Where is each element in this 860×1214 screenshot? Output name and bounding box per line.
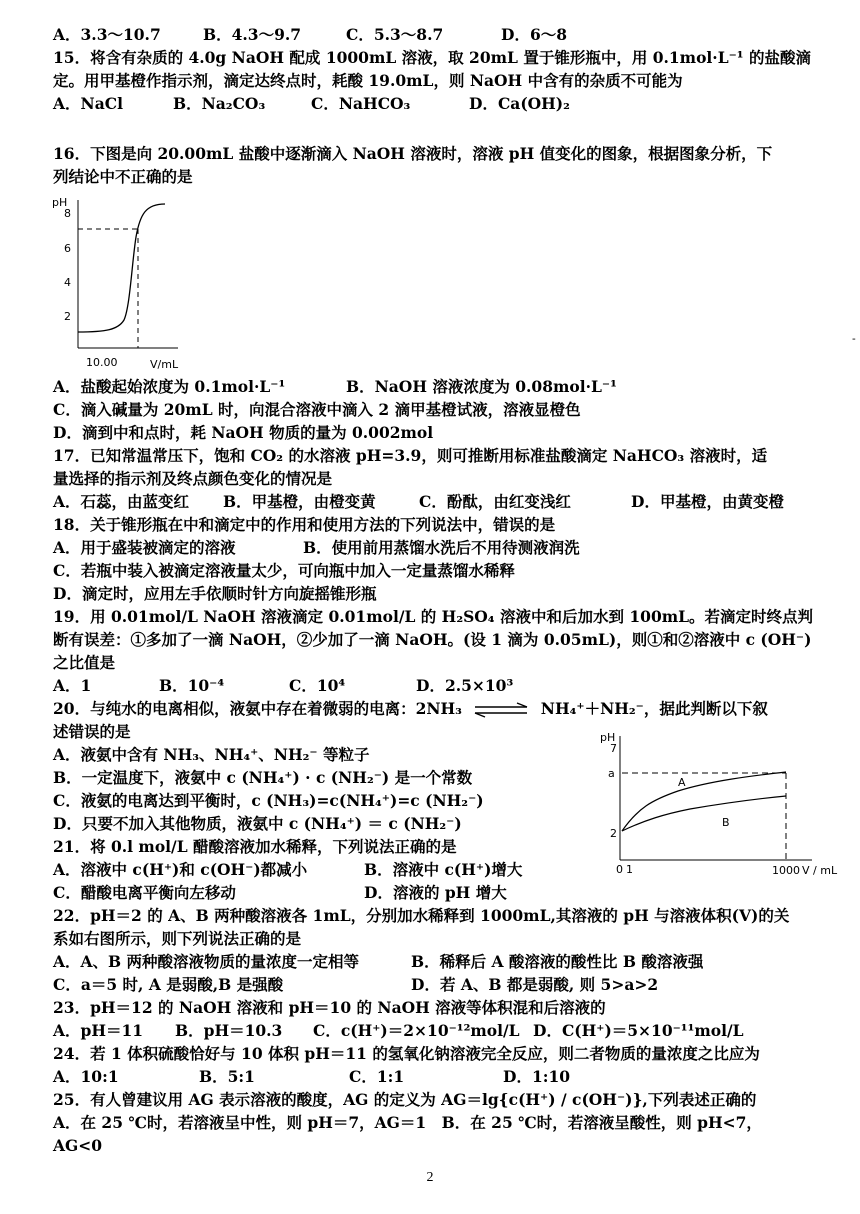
q16-fig-ytick-8: 8 [64,207,71,220]
q16-option-d: D．滴到中和点时，耗 NaOH 物质的量为 0.002mol [53,423,434,442]
q18-stem: 18．关于锥形瓶在中和滴定中的作用和使用方法的下列说法中，错误的是 [53,515,556,534]
q19-option-b: B．10⁻⁴ [159,676,225,695]
q19-option-a: A．1 [53,676,92,695]
q15-option-b: B．Na₂CO₃ [173,94,266,113]
q23-option-d: D．C(H⁺)＝5×10⁻¹¹mol/L [533,1021,744,1040]
q19-option-d: D．2.5×10³ [416,676,514,695]
q16-stem-line2: 列结论中不正确的是 [53,167,193,186]
q16-fig-ytick-6: 6 [64,242,71,255]
q16-fig-xlabel: V/mL [150,358,179,371]
q22-fig-xtick-0: 0 [616,863,623,876]
q22-fig-ytick-2: 2 [610,827,617,840]
q25-stem: 25．有人曾建议用 AG 表示溶液的酸度，AG 的定义为 AG＝lg{c(H⁺) / c(OH⁻)},下列表述正确的 [53,1090,757,1109]
q17-option-a: A．石蕊，由蓝变红 [53,492,190,511]
q22-option-c: C．a＝5 时, A 是弱酸,B 是强酸 [53,975,284,994]
q19-stem-line1: 19．用 0.01mol/L NaOH 溶液滴定 0.01mol/L 的 H₂SO₄ 溶液中和后加水到 100mL。若滴定时终点判 [53,607,814,626]
q14-option-b: B．4.3～9.7 [203,25,302,44]
q18-option-a: A．用于盛装被滴定的溶液 [53,538,236,557]
equilibrium-arrows-icon [473,703,529,717]
q20-option-b: B．一定温度下，液氨中 c (NH₄⁺) · c (NH₂⁻) 是一个常数 [53,768,473,787]
q16-fig-ytick-2: 2 [64,310,71,323]
q24-options [53,1066,570,1088]
q24-option-d: D．1:10 [503,1067,571,1086]
q15-option-d: D．Ca(OH)₂ [469,94,570,113]
q23-option-c: C．c(H⁺)＝2×10⁻¹²mol/L [313,1021,520,1040]
q21-stem: 21．将 0.l mol/L 醋酸溶液加水稀释，下列说法正确的是 [53,837,457,856]
q22-fig-xlabel: V / mL [802,864,838,877]
q24-stem: 24．若 1 体积硫酸恰好与 10 体积 pH＝11 的氢氧化钠溶液完全反应，则二者物质的量浓度之比应为 [53,1044,760,1063]
q20-option-c: C．液氨的电离达到平衡时，c (NH₃)=c(NH₄⁺)=c (NH₂⁻) [53,791,484,810]
q23-option-b: B．pH＝10.3 [175,1021,283,1040]
q24-option-a: A．10:1 [53,1067,119,1086]
q20-option-d: D．只要不加入其他物质，液氨中 c (NH₄⁺) ＝ c (NH₂⁻) [53,814,462,833]
q16-option-b: B．NaOH 溶液浓度为 0.08mol·L⁻¹ [346,377,617,396]
q22-fig-ytick-a: a [608,767,615,780]
q19-stem-line2: 断有误差：①多加了一滴 NaOH，②少加了一滴 NaOH。(设 1 滴为 0.05mL)，则①和②溶液中 c (OH⁻) [53,630,812,649]
q18-option-b: B．使用前用蒸馏水洗后不用待测液润洗 [303,538,580,557]
q17-option-d: D．甲基橙，由黄变橙 [631,492,784,511]
q21-option-c: C．醋酸电离平衡向左移动 [53,883,236,902]
q14-option-a: A．3.3～10.7 [53,25,161,44]
q16-fig-xtick: 10.00 [86,356,118,369]
q19-option-c: C．10⁴ [289,676,346,695]
q15-option-c: C．NaHCO₃ [311,94,411,113]
q16-fig-ytick-4: 4 [64,276,71,289]
q23-stem: 23．pH＝12 的 NaOH 溶液和 pH＝10 的 NaOH 溶液等体积混和后溶液的 [53,998,606,1017]
q14-option-c: C．5.3～8.7 [346,25,444,44]
q17-stem-line2: 量选择的指示剂及终点颜色变化的情况是 [53,469,333,488]
q15-option-a: A．NaCl [53,94,123,113]
margin-mark: - [852,332,856,345]
q22-fig-curve-b [622,796,786,831]
q25-options-line2: AG<0 [53,1136,103,1155]
q17-stem-line1: 17．已知常温常压下，饱和 CO₂ 的水溶液 pH=3.9，则可推断用标准盐酸滴定 NaHCO₃ 溶液时，适 [53,446,768,465]
q18-option-d: D．滴定时，应用左手依顺时针方向旋摇锥形瓶 [53,584,377,603]
page-number: 2 [426,1170,434,1185]
q22-option-d: D．若 A、B 都是弱酸, 则 5>a>2 [411,975,659,994]
q21-option-a: A．溶液中 c(H⁺)和 c(OH⁻)都减小 [53,860,308,879]
q21-option-b: B．溶液中 c(H⁺)增大 [364,860,523,879]
q17-options [53,491,784,513]
q16-titration-figure [50,192,190,374]
q20-stem-line2: 述错误的是 [53,722,131,741]
q18-option-c: C．若瓶中装入被滴定溶液量太少，可向瓶中加入一定量蒸馏水稀释 [53,561,515,580]
q16-fig-ylabel: pH [52,196,68,209]
q21-option-d: D．溶液的 pH 增大 [364,883,507,902]
q20-stem-line1-left: 20．与纯水的电离相似，液氨中存在着微弱的电离：2NH₃ [53,699,462,718]
q22-fig-label-b: B [722,816,730,829]
q22-fig-curve-a [622,772,786,831]
q15-options [53,93,570,115]
q20-stem-line1-right: NH₄⁺＋NH₂⁻，据此判断以下叙 [540,699,768,718]
q16-option-a: A．盐酸起始浓度为 0.1mol·L⁻¹ [53,377,286,396]
q22-dilution-figure [590,728,838,878]
q19-options [53,675,513,697]
q22-fig-xtick-1: 1 [626,863,633,876]
q15-stem-line2: 定。用甲基橙作指示剂，滴定达终点时，耗酸 19.0mL，则 NaOH 中含有的杂质不可能为 [53,71,683,90]
q22-option-b: B．稀释后 A 酸溶液的酸性比 B 酸溶液强 [411,952,704,971]
q15-stem-line1: 15．将含有杂质的 4.0g NaOH 配成 1000mL 溶液，取 20mL 置于锥形瓶中，用 0.1mol·L⁻¹ 的盐酸滴 [53,48,811,67]
q16-option-c: C．滴入碱量为 20mL 时，向混合溶液中滴入 2 滴甲基橙试液，溶液显橙色 [53,400,581,419]
q17-option-c: C．酚酞，由红变浅红 [419,492,571,511]
q17-option-b: B．甲基橙，由橙变黄 [223,492,376,511]
q20-stem-line1 [53,698,768,720]
q14-option-d: D．6～8 [501,25,568,44]
q23-options [53,1020,744,1042]
q14-options [53,24,567,46]
q22-fig-xtick-1000: 1000 [772,864,800,877]
q22-stem-line2: 系如右图所示，则下列说法正确的是 [53,929,302,948]
q24-option-c: C．1:1 [349,1067,405,1086]
q22-fig-label-a: A [678,776,686,789]
q20-option-a: A．液氨中含有 NH₃、NH₄⁺、NH₂⁻ 等粒子 [53,745,370,764]
q25-options-line1: A．在 25 ℃时，若溶液呈中性，则 pH＝7，AG＝1 B．在 25 ℃时，若溶液呈酸性，则 pH<7， [53,1113,762,1132]
q19-stem-line3: 之比值是 [53,653,116,672]
q23-option-a: A．pH＝11 [53,1021,144,1040]
q24-option-b: B．5:1 [199,1067,255,1086]
q16-fig-titration-curve [78,204,165,332]
q22-fig-ylabel: pH [600,731,616,744]
q22-fig-ytick-7: 7 [610,742,617,755]
q22-option-a: A．A、B 两种酸溶液物质的量浓度一定相等 [53,952,360,971]
q22-stem-line1: 22．pH＝2 的 A、B 两种酸溶液各 1mL，分别加水稀释到 1000mL,其溶液的 pH 与溶液体积(V)的关 [53,906,790,925]
q16-stem-line1: 16．下图是向 20.00mL 盐酸中逐渐滴入 NaOH 溶液时，溶液 pH 值变化的图象，根据图象分析，下 [53,144,773,163]
